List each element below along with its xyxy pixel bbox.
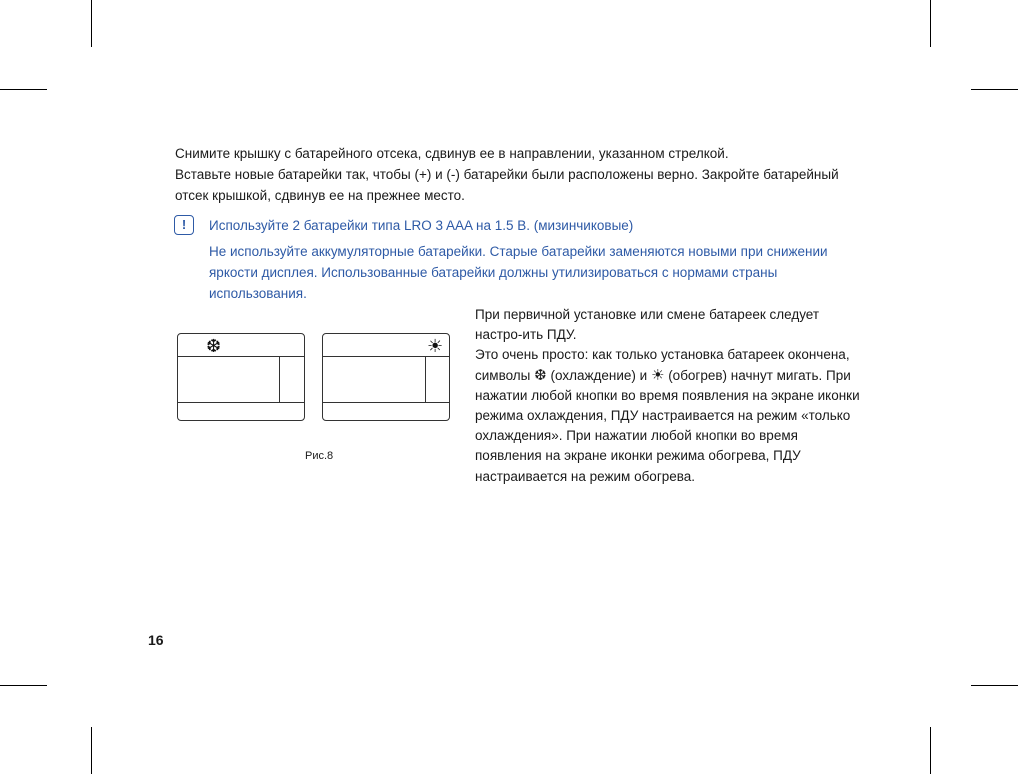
setup-text — [475, 305, 860, 487]
crop-mark — [971, 685, 1018, 686]
figure-caption: Рис.8 — [305, 450, 334, 462]
setup-paragraph-1: При первичной установке или смене батареек следует настро-ить ПДУ. — [475, 307, 820, 343]
note-line-1: Используйте 2 батарейки типа LRO 3 AAA на 1.5 В. (мизинчиковые) — [209, 218, 634, 233]
setup-text-b: (охлаждение) и — [550, 367, 648, 383]
setup-text-c: (обогрев) начнут мигать. При нажатии любой кнопки во время появления на экране иконки режима охлаждения, ПДУ настраивается на режим «только охлаждения». При нажатии любой кнопки во время появления на экране иконки режима обогрева, ПДУ настраивается на режим обогрева. — [475, 367, 860, 484]
crop-mark — [971, 89, 1018, 90]
crop-mark — [930, 0, 931, 47]
note-block — [209, 215, 869, 304]
sun-icon: ☀ — [650, 366, 665, 384]
intro-line-1: Снимите крышку с батарейного отсека, сдвинув ее в направлении, указанном стрелкой. — [175, 146, 729, 161]
display-divider — [323, 402, 449, 403]
crop-mark — [91, 727, 92, 774]
display-divider — [323, 356, 449, 357]
setup-paragraph-2 — [475, 345, 860, 486]
intro-text — [175, 143, 865, 206]
snowflake-icon: ❆ — [206, 336, 222, 356]
display-divider — [178, 356, 304, 357]
crop-mark — [91, 0, 92, 47]
display-cool — [177, 333, 305, 421]
display-divider — [178, 402, 304, 403]
snowflake-icon: ❆ — [534, 366, 547, 384]
setup-text-a: Это очень просто: как только установка батареек окончена, символы — [475, 347, 850, 383]
intro-line-2: Вставьте новые батарейки так, чтобы (+) и (-) батарейки были расположены верно. Закройте батарейный отсек крышкой, сдвинув ее на прежнее место. — [175, 167, 839, 203]
display-divider — [425, 356, 426, 402]
display-divider — [279, 356, 280, 402]
sun-icon: ☀ — [427, 336, 444, 356]
page-number: 16 — [148, 632, 164, 648]
crop-mark — [0, 685, 47, 686]
crop-mark — [930, 727, 931, 774]
display-heat — [322, 333, 450, 421]
warning-icon: ! — [174, 215, 194, 235]
note-line-2: Не используйте аккумуляторные батарейки. Старые батарейки заменяются новыми при снижении яркости дисплея. Использованные батарейки должны утилизироваться с нормами страны использования. — [209, 244, 828, 301]
crop-mark — [0, 89, 47, 90]
